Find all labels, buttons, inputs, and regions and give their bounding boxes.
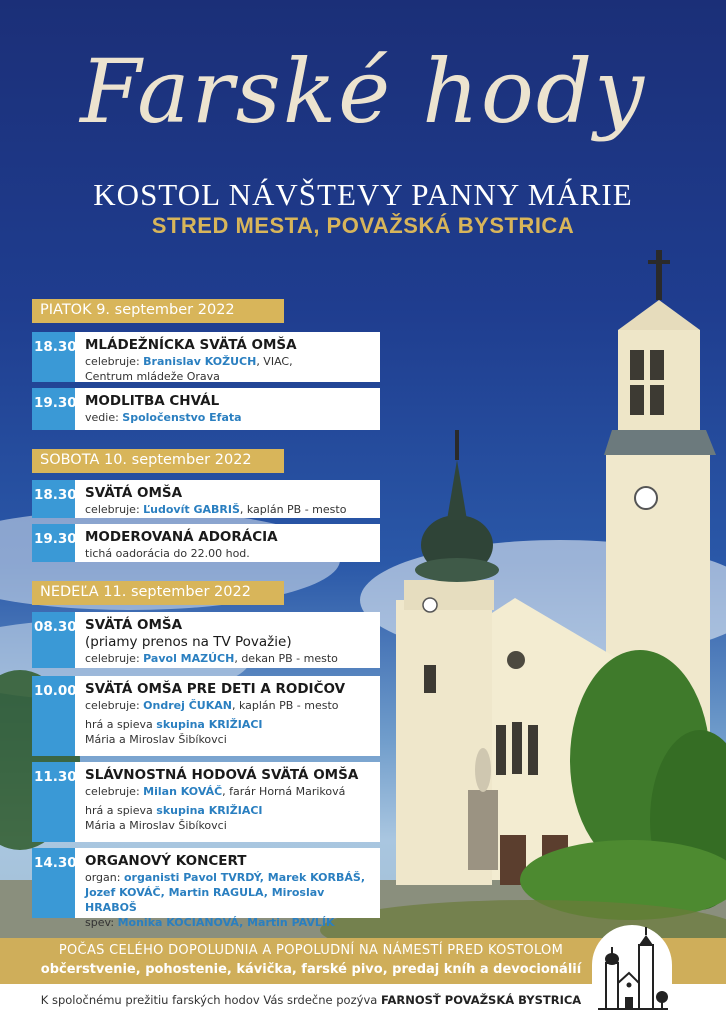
church-logo-icon [592,925,672,1017]
event-friday-2 [32,388,380,430]
event-title: MODEROVANÁ ADORÁCIA [85,529,278,545]
event-saturday-2 [32,524,380,562]
event-sunday-1 [32,612,380,668]
event-singers: spev: Monika KOCIANOVÁ, Martin PAVLÍK [85,916,335,929]
event-celebrant: celebruje: Ľudovít GABRIŠ, kaplán PB - mesto [85,503,347,516]
event-music: hrá a spieva skupina KRIŽIACI [85,718,263,731]
event-musicians: Mária a Miroslav Šibíkovci [85,819,227,832]
event-celebrant: celebruje: Ondrej ČUKAN, kaplán PB - mesto [85,699,339,712]
footer-offerings: občerstvenie, pohostenie, kávička, farské pivo, predaj kníh a devocionálií [40,962,582,977]
event-title: SVÄTÁ OMŠA PRE DETI A RODIČOV [85,681,346,697]
event-organists-cont: Jozef KOVÁČ, Martin RAGULA, Miroslav HRABOŠ [85,886,325,914]
event-time: 19.30 [32,524,75,562]
parish-logo [592,925,672,1017]
event-title: SLÁVNOSTNÁ HODOVÁ SVÄTÁ OMŠA [85,767,359,783]
event-sunday-4 [32,848,380,929]
event-title: ORGANOVÝ KONCERT [85,853,247,869]
event-title: MLÁDEŽNÍCKA SVÄTÁ OMŠA [85,337,297,353]
event-time: 10.00 [32,676,75,756]
footer-invitation: K spoločnému prežitiu farských hodov Vás srdečne pozýva FARNOSŤ POVAŽSKÁ BYSTRICA [40,993,582,1007]
event-time: 08.30 [32,612,75,668]
event-musicians: Mária a Miroslav Šibíkovci [85,733,227,746]
day-header-sunday: NEDEĽA 11. september 2022 [32,581,284,605]
event-subtitle: (priamy prenos na TV Považie) [85,634,292,650]
location: STRED MESTA, POVAŽSKÁ BYSTRICA [151,213,575,238]
event-title: SVÄTÁ OMŠA [85,485,183,501]
event-time: 18.30 [32,332,75,382]
event-time: 18.30 [32,480,75,518]
event-celebrant: celebruje: Pavol MAZÚCH, dekan PB - mesto [85,652,338,665]
day-header-saturday: SOBOTA 10. september 2022 [32,449,284,473]
event-celebrant: celebruje: Milan KOVÁČ, farár Horná Mariková [85,785,346,798]
event-time: 11.30 [32,762,75,842]
day-header-friday: PIATOK 9. september 2022 [32,299,284,323]
footer-announcement: POČAS CELÉHO DOPOLUDNIA A POPOLUDNÍ NA NÁMESTÍ PRED KOSTOLOM [58,943,564,958]
event-time: 19.30 [32,388,75,430]
event-note: Centrum mládeže Orava [85,370,220,383]
event-time: 14.30 [32,848,75,918]
event-title: SVÄTÁ OMŠA [85,617,183,633]
event-friday-1 [32,332,380,382]
event-saturday-1 [32,480,380,518]
event-sunday-3 [32,762,380,842]
event-organists: organ: organisti Pavol TVRDÝ, Marek KORBÁŠ, [85,871,365,884]
event-leader: vedie: Spoločenstvo Efata [85,411,242,424]
event-title: MODLITBA CHVÁL [85,393,220,409]
event-note: tichá oadorácia do 22.00 hod. [85,547,250,560]
church-name: KOSTOL NÁVŠTEVY PANNY MÁRIE [93,177,633,212]
event-celebrant: celebruje: Branislav KOŽUCH, VIAC, [85,355,293,368]
event-sunday-2 [32,676,380,756]
page-title: Farské hody [80,40,646,143]
event-music: hrá a spieva skupina KRIŽIACI [85,804,263,817]
